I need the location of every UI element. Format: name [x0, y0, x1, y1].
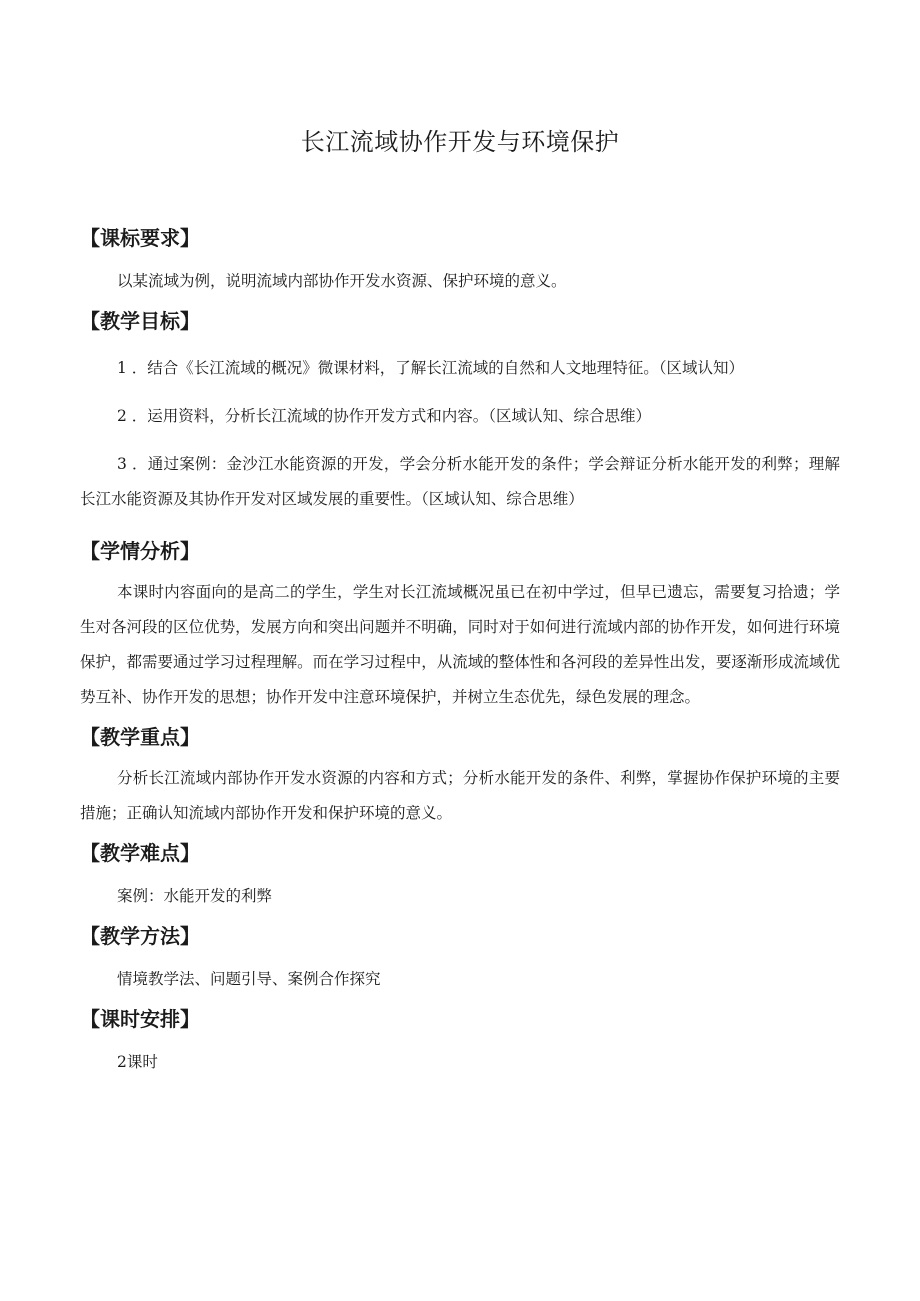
section-paragraph: 案例：水能开发的利弊	[117, 887, 273, 905]
section-paragraph: 情境教学法、问题引导、案例合作探究	[117, 970, 381, 988]
objective-number: 1	[117, 359, 127, 377]
section-difficulties	[80, 837, 840, 914]
section-schedule	[80, 1003, 840, 1080]
section-paragraph: 2课时	[117, 1053, 158, 1071]
section-heading: 【教学方法】	[80, 924, 200, 948]
section-paragraph: 以某流域为例，说明流域内部协作开发水资源、保护环境的意义。	[117, 272, 567, 290]
objective-item	[80, 399, 840, 434]
section-paragraph: 分析长江流域内部协作开发水资源的内容和方式；分析水能开发的条件、利弊，掌握协作保护环境的主要措施；正确认知流域内部协作开发和保护环境的意义。	[80, 769, 840, 822]
objective-text: ．通过案例：金沙江水能资源的开发，学会分析水能开发的条件；学会辩证分析水能开发的利弊；理解长江水能资源及其协作开发对区域发展的重要性。（区域认知、综合思维）	[80, 455, 840, 508]
section-heading: 【课标要求】	[80, 226, 200, 250]
objective-item	[80, 447, 840, 517]
section-key-points	[80, 721, 840, 831]
document-title: 长江流域协作开发与环境保护	[300, 128, 620, 156]
section-heading: 【教学难点】	[80, 841, 200, 865]
section-methods	[80, 920, 840, 997]
section-paragraph: 本课时内容面向的是高二的学生，学生对长江流域概况虽已在初中学过，但早已遗忘，需要复习拾遗；学生对各河段的区位优势，发展方向和突出问题并不明确，同时对于如何进行流域内部的协作开发，如何进行环境保护，都需要通过学习过程理解。而在学习过程中，从流域的整体性和各河段的差异性出发，要逐渐形成流域优势互补、协作开发的思想；协作开发中注意环境保护，并树立生态优先，绿色发展的理念。	[80, 583, 840, 706]
section-heading: 【课时安排】	[80, 1007, 200, 1031]
section-heading: 【学情分析】	[80, 539, 200, 563]
objective-number: 3	[117, 455, 127, 473]
section-curriculum	[80, 222, 840, 299]
section-heading: 【教学目标】	[80, 309, 200, 333]
section-analysis	[80, 535, 840, 715]
section-heading: 【教学重点】	[80, 725, 200, 749]
section-objectives	[80, 305, 840, 517]
document-body	[80, 222, 840, 1080]
objective-text: ．运用资料，分析长江流域的协作开发方式和内容。（区域认知、综合思维）	[126, 407, 652, 425]
objective-item	[80, 351, 840, 386]
objective-text: ．结合《长江流域的概况》微课材料，了解长江流域的自然和人文地理特征。（区域认知）	[126, 359, 745, 377]
objective-number: 2	[117, 407, 127, 425]
